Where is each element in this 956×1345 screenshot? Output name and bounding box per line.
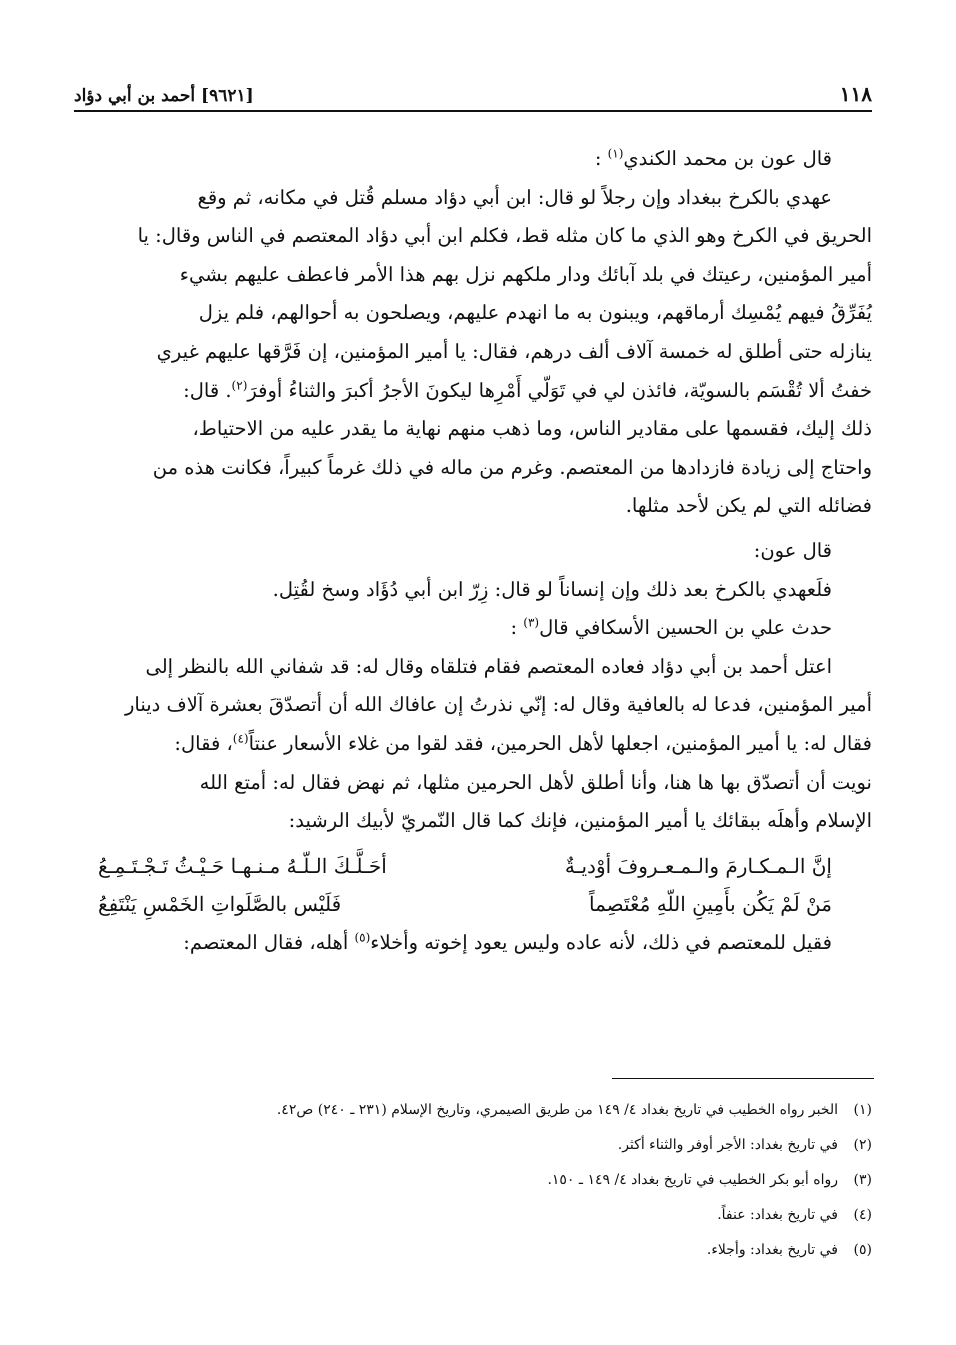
footnote-ref-1: (١) (607, 146, 624, 161)
paragraph-line: عهدي بالكرخ ببغداد وإن رجلاً لو قال: ابن أبي دؤاد مسلم قُتل في مكانه، ثم وقع (197, 185, 832, 209)
footnote-ref-2: (٢) (231, 378, 248, 393)
poem-verse (74, 885, 872, 924)
paragraph-line: الحريق في الكرخ وهو الذي ما كان مثله قط، فكلم ابن أبي دؤاد المعتصم في الناس وقال: يا (137, 224, 872, 248)
footnote-divider (612, 1078, 874, 1079)
footnote (84, 1093, 872, 1128)
verse-hemistich: مَنْ لَمْ يَكُن بأَمِينِ اللّهِ مُعْتَصِماً (589, 892, 832, 917)
page-number: ١١٨ (839, 82, 872, 106)
footnote-number: (١) (853, 1102, 872, 1118)
footnote (84, 1163, 872, 1198)
poem-verse (74, 847, 872, 886)
footnote-text: في تاريخ بغداد: الأجر أوفر والثناء أكثر. (617, 1137, 838, 1153)
main-text (74, 140, 872, 962)
paragraph-line: ذلك إليك، فقسمها على مقادير الناس، وما ذهب منهم نهاية ما يقدر عليه من الاحتياط، (192, 417, 872, 441)
paragraph-intro-iskafi: حدث علي بن الحسين الأسكافي قال$^{(٣)}$ : (510, 615, 832, 640)
footnotes (84, 1093, 872, 1268)
footnote-text: رواه أبو بكر الخطيب في تاريخ بغداد ٤/ ١٤٩ ـ ١٥٠. (547, 1172, 838, 1188)
paragraph-line: فلَعهدي بالكرخ بعد ذلك وإن إنساناً لو قال: زِرّ ابن أبي دُؤَاد وسخ لقُتِل. (272, 577, 832, 601)
footnote (84, 1198, 872, 1233)
footnote (84, 1128, 872, 1163)
paragraph-qal-awn: قال عون: (753, 538, 832, 562)
page-header (74, 74, 872, 112)
footnote-ref-3: (٣) (523, 615, 540, 630)
footnote-number: (٣) (853, 1172, 872, 1188)
paragraph-line: خفتُ ألا تُقْسَم بالسويّة، فائذن لي في تَوَلّي أَمْرِها ليكونَ الأجرُ أكبرَ والثناءُ أوفرَ$^{(٢)}$. قال: (183, 378, 872, 402)
footnote-number: (٤) (853, 1207, 872, 1223)
footnote-ref-4: (٤) (232, 731, 249, 746)
verse-hemistich: أحَـلَّـكَ الـلّـهُ مـنـهـا حَـيْـثُ تَـجْـتَـمِـعُ (98, 853, 387, 878)
paragraph-line: اعتل أحمد بن أبي دؤاد فعاده المعتصم فقام فتلقاه وقال له: قد شفاني الله بالنظر إلى (145, 654, 832, 678)
paragraph-line: نويت أن أتصدّق بها ها هنا، وأنا أطلق لأهل الحرمين مثلها، ثم نهض فقال له: أمتع الله (199, 770, 872, 794)
footnote-text: الخبر رواه الخطيب في تاريخ بغداد ٤/ ١٤٩ من طريق الصيمري، وتاريخ الإسلام (٢٣١ ـ ٢٤٠) ص٤٢. (276, 1102, 838, 1118)
running-title: [٩٦٢١] أحمد بن أبي دؤاد (74, 86, 254, 106)
footnote-number: (٢) (853, 1137, 872, 1153)
paragraph-line: فقال له: يا أمير المؤمنين، اجعلها لأهل الحرمين، فقد لقوا من غلاء الأسعار عنتاً$^{(٤)}$، فقال: (174, 731, 872, 755)
paragraph-line: فضائله التي لم يكن لأحد مثلها. (625, 494, 872, 518)
paragraph-line: ينازله حتى أطلق له خمسة آلاف ألف درهم، فقال: يا أمير المؤمنين، إن فَرَّقها عليهم غيري (156, 339, 872, 363)
paragraph-line: أمير المؤمنين، رعيتك في بلد آبائك ودار ملكهم نزل بهم هذا الأمر فاعطف عليهم بشيء (179, 262, 872, 286)
verse-hemistich: فَلَيْس بالصَّلَواتِ الخَمْسِ يَنْتَفِعُ (98, 892, 342, 917)
footnote-text: في تاريخ بغداد: وأجلاء. (706, 1242, 838, 1258)
paragraph-intro-awn: قال عون بن محمد الكندي$^{(١)}$ : (594, 146, 832, 170)
verse-hemistich: إنَّ الـمـكـارمَ والـمـعـروفَ أوْديـةٌ (564, 853, 832, 878)
paragraph-line: فقيل للمعتصم في ذلك، لأنه عاده وليس يعود إخوته وأخلاء$^{(٥)}$ أهله، فقال المعتصم: (183, 930, 832, 954)
footnote-number: (٥) (853, 1242, 872, 1258)
paragraph-line: واحتاج إلى زيادة فازدادها من المعتصم. وغرم من ماله في ذلك غرماً كبيراً، فكانت هذه من (152, 455, 872, 479)
footnote-ref-5: (٥) (354, 930, 371, 945)
footnote-text: في تاريخ بغداد: عنفاً. (717, 1207, 838, 1223)
paragraph-line: يُفَرِّقُ فيهم يُمْسِك أرماقهم، ويبنون به ما انهدم عليهم، ويصلحون به أحوالهم، فلم يزل (198, 301, 872, 325)
footnote (84, 1233, 872, 1268)
paragraph-line: الإسلام وأهلَه ببقائك يا أمير المؤمنين، فإنك كما قال النّمريّ لأبيك الرشيد: (288, 809, 872, 833)
paragraph-line: أمير المؤمنين، فدعا له بالعافية وقال له: إنّي نذرتُ إن عافاك الله أن أتصدّقَ بعشرة آلاف دينار (124, 693, 872, 717)
